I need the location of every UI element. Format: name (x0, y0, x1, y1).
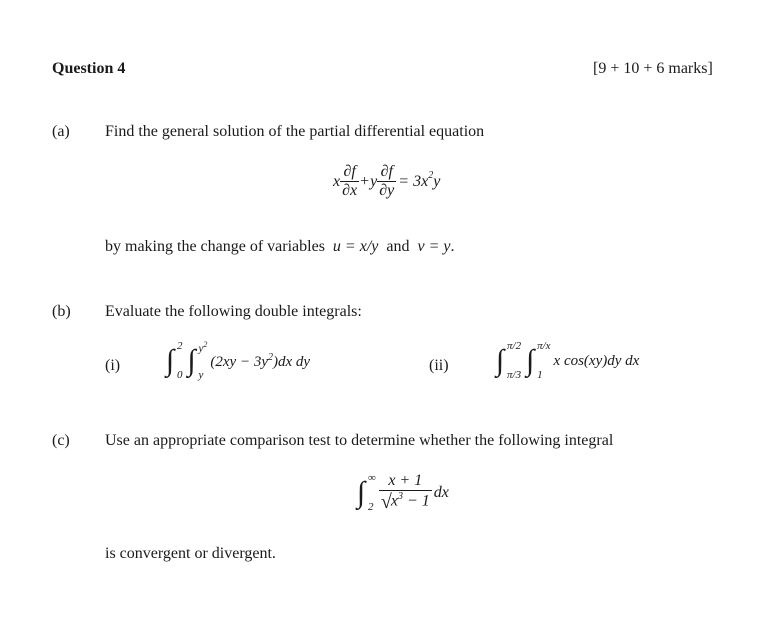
inner-upper-i-exp: 2 (203, 340, 208, 349)
part-c-conclusion: is convergent or divergent. (105, 545, 276, 562)
den-exp-c: 3 (397, 491, 403, 502)
integrand-i (210, 352, 310, 371)
outer-upper-ii: π/2 (507, 340, 522, 352)
frac-den-dx: ∂x (342, 182, 358, 199)
part-a-label: (a) (52, 123, 70, 140)
inner-upper-ii: π/x (537, 340, 551, 352)
part-c-text: Use an appropriate comparison test to determine whether the following integral (105, 432, 614, 449)
improper-integral (355, 473, 449, 512)
inner-upper-i (199, 341, 208, 355)
denominator-c (379, 490, 432, 512)
dx-c: dx (433, 483, 449, 501)
period: . (450, 238, 455, 255)
integrand-i-main: (2xy − 3y (210, 353, 268, 370)
part-b-i-label: (i) (105, 357, 121, 374)
integral-sign-inner-ii: ∫ (525, 344, 535, 377)
by-text: by making the change of variables (105, 238, 325, 255)
integral-sign-inner: ∫ (187, 344, 196, 377)
radical-sign: √ (380, 491, 392, 513)
integral-sign-outer: ∫ (165, 344, 175, 377)
den-tail-c: − 1 (402, 492, 430, 510)
integral-sign-c: ∫ (356, 475, 366, 509)
question-title: Question 4 (52, 60, 126, 77)
part-c-label: (c) (52, 432, 70, 449)
part-a-text: Find the general solution of the partial differential equation (105, 123, 485, 140)
frac-num-df2: ∂f (380, 163, 393, 180)
part-b-label: (b) (52, 303, 71, 320)
lower-limit-c: 2 (368, 500, 374, 513)
den-base-c: x (390, 492, 398, 510)
limits-c (368, 471, 376, 513)
eq-rhs: = 3x (398, 172, 429, 190)
sqrt-c (381, 492, 430, 512)
inner-lower-ii: 1 (537, 369, 543, 381)
outer-upper-i: 2 (177, 340, 183, 352)
radicand-c (391, 492, 430, 509)
inner-limits-ii (537, 340, 551, 381)
frac-num-df: ∂f (343, 163, 356, 180)
integrand-i-tail: )dx dy (272, 353, 311, 370)
upper-limit-c: ∞ (368, 471, 376, 484)
outer-lower-ii: π/3 (507, 369, 522, 381)
inner-lower-i: y (198, 369, 204, 381)
integrand-i-exp: 2 (267, 351, 273, 363)
eq-x: x (333, 172, 341, 190)
pde-equation (333, 164, 440, 199)
integrand-fraction-c (379, 473, 432, 512)
integral-sign-outer-ii: ∫ (495, 344, 505, 377)
inner-limits-i (198, 340, 208, 381)
outer-limits-i (177, 340, 183, 381)
change-of-variables-line (105, 238, 454, 256)
eq-rhs-exp: 2 (428, 170, 434, 181)
eq-y: y (370, 172, 378, 190)
marks-allocation: [9 + 10 + 6 marks] (593, 60, 713, 77)
outer-limits-ii (507, 340, 522, 381)
inner-upper-i-base: y (198, 342, 204, 355)
frac-df-dy (377, 164, 396, 199)
double-integral-i (164, 340, 311, 381)
u-definition: u = x/y (332, 238, 379, 255)
v-definition: v = y (417, 238, 451, 255)
frac-df-dx (340, 164, 359, 199)
integrand-ii: x cos(xy)dy dx (553, 352, 640, 369)
part-b-ii-label: (ii) (429, 357, 449, 374)
outer-lower-i: 0 (177, 369, 183, 381)
numerator-c: x + 1 (388, 472, 423, 489)
eq-plus: + (360, 172, 370, 190)
eq-rhs-tail: y (433, 172, 441, 190)
frac-den-dy: ∂y (379, 182, 395, 199)
part-b-text: Evaluate the following double integrals: (105, 303, 362, 320)
and-text: and (386, 238, 410, 255)
double-integral-ii (494, 340, 640, 381)
